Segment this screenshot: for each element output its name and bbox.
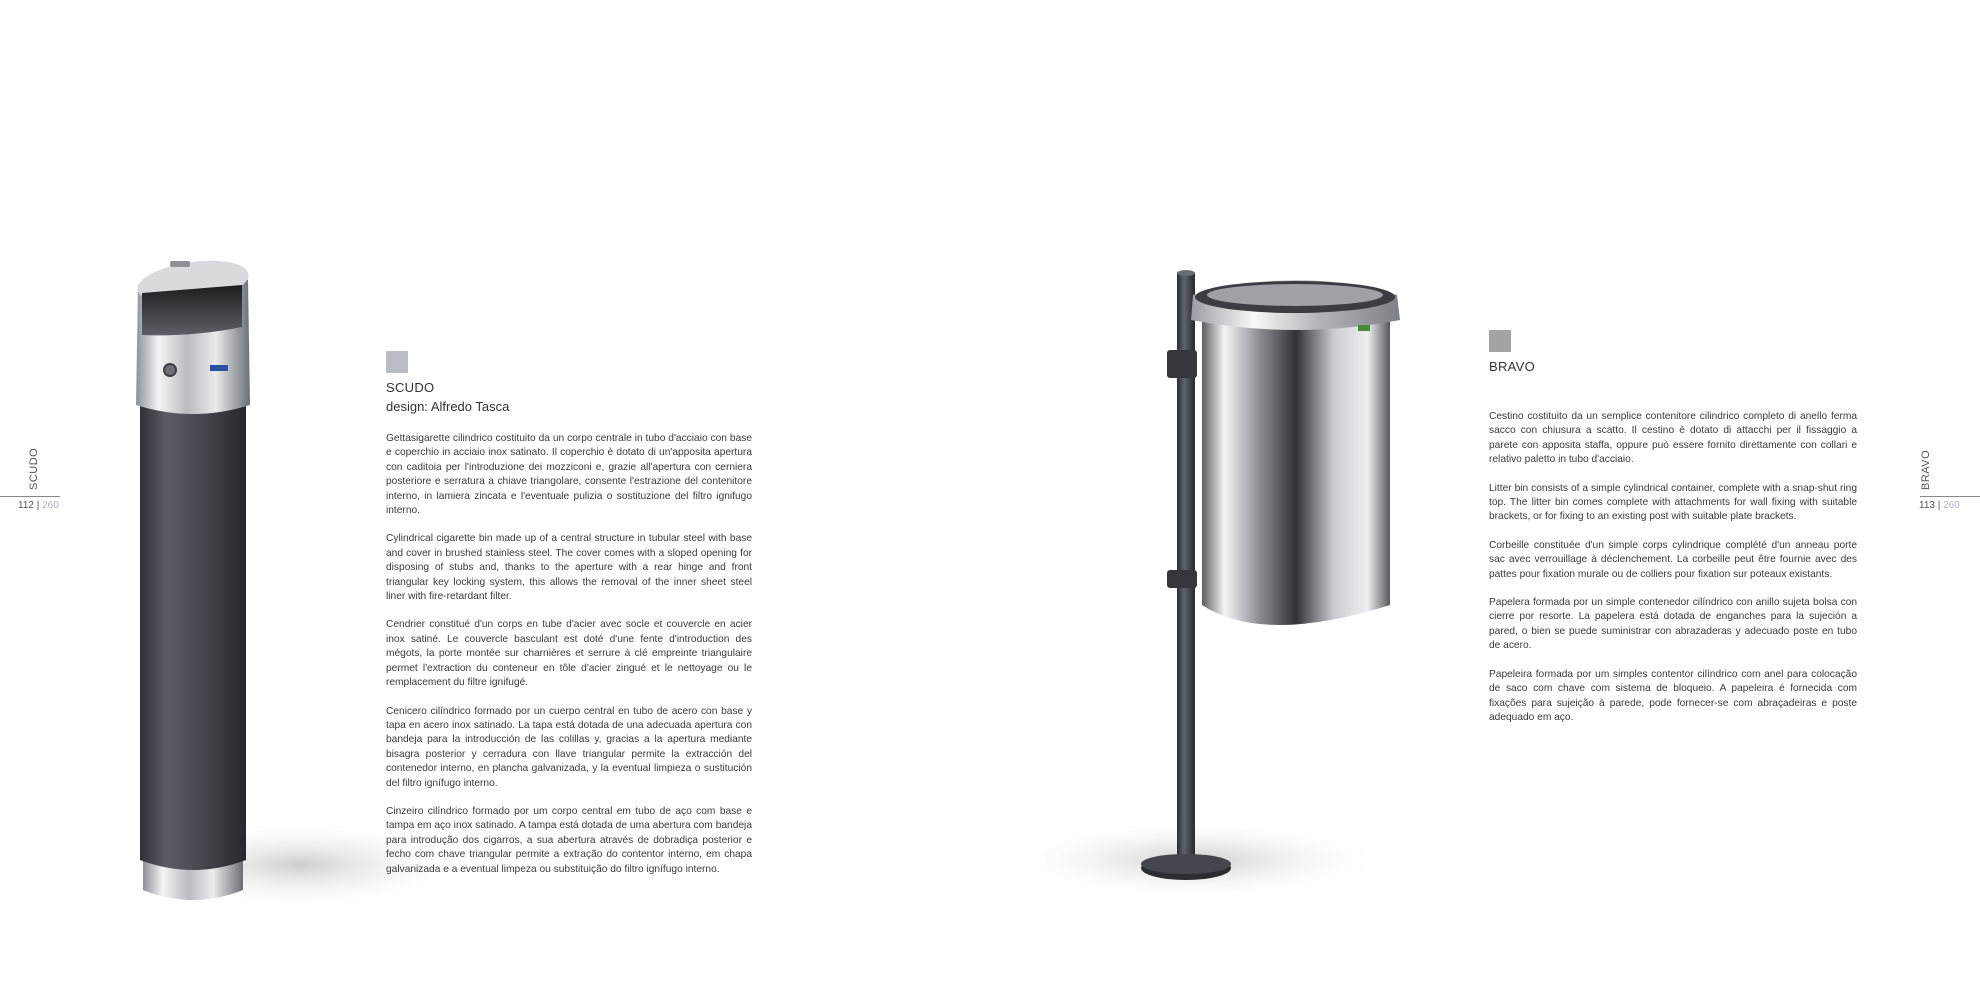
description-spanish: Papelera formada por un simple contenedor cilíndrico con anillo sujeta bolsa con cierre por resorte. La papelera está dotada de enganches para la sujeción a pared, o bien se puede suministrar con abrazaderas y adecuado poste en tubo de acero. (1489, 597, 1857, 652)
color-swatch (386, 351, 408, 373)
bravo-product-image (995, 265, 1415, 905)
side-tab-label: BRAVO (1920, 449, 1932, 490)
product-title: BRAVO (1489, 359, 1536, 374)
description-portuguese: Cinzeiro cilíndrico formado por um corpo central em tubo de aço com base e tampa em aço inox satinado. A tampa está dotada de uma abertura com bandeja para introdução dos cigarros, a sua abertura através de dobradiça posterior e fecho com chave triangular permite a extração do contentor interno, em chapa galvanizada e a eventual limpeza ou substituição do filtro ignífugo interno. (386, 805, 752, 875)
product-description (1489, 410, 1857, 739)
description-portuguese: Papeleira formada por um simples contentor cilíndrico com anel para colocação de saco com chave com sistema de bloqueio. A papeleira é fornecida com fixações para sujeição à parede, pode fornecer-se com abraçadeiras e poste adequado em aço. (1489, 668, 1857, 723)
description-italian: Cestino costituito da un semplice contenitore cilindrico completo di anello ferma sacco con chiusura a scatto. Il cestino è dotato di attacchi per il fissaggio a parete con apposita staffa, oppure può essere fornito direttamente con collari e relativo paletto in tubo d'acciaio. (1489, 411, 1857, 466)
color-swatch (1489, 330, 1511, 352)
page-number: 112 | 260 (18, 500, 59, 511)
product-description (386, 432, 752, 891)
page-number: 113 | 260 (1919, 500, 1960, 511)
description-french: Cendrier constitué d'un corps en tube d'acier avec socle et couvercle en acier inox satiné. Le couvercle basculant est doté d'une fente d'introduction des mégots, la porte montée sur charnières et serrure à clé empreinte triangulaire permet l'extraction du conteneur en tôle d'acier zingué et le nettoyage ou le remplacement du filtre ignifugé. (386, 619, 752, 689)
description-english: Litter bin consists of a simple cylindrical container, complete with a snap-shut ring top. The litter bin comes complete with attachments for wall fixing with suitable brackets, or for fixing to an existing post with suitable plate brackets. (1489, 482, 1857, 523)
description-french: Corbeille constituée d'un simple corps cylindrique complété d'un anneau porte sac avec verrouillage à déclenchement. La corbeille peut être fournie avec des pattes pour fixation murale ou de colliers pour fixation sur poteaux existants. (1489, 539, 1857, 580)
side-tab-label: SCUDO (28, 447, 40, 490)
right-page (990, 0, 1980, 990)
product-title: SCUDO (386, 380, 435, 395)
side-tab-rule (0, 496, 60, 497)
description-italian: Gettasigarette cilindrico costituito da un corpo centrale in tubo d'acciaio con base e coperchio in acciaio inox satinato. Il coperchio è dotato di un'apposita apertura con caditoia per l'introduzione dei mozziconi e, grazie all'apertura con cerniera posteriore e serratura a chiave triangolare, consente l'estrazione del contenitore interno, in lamiera zincata e l'eventuale pulizia o sostituzione del filtro ignifugo interno. (386, 433, 752, 517)
designer-credit: design: Alfredo Tasca (386, 399, 510, 414)
side-tab-rule (1920, 496, 1980, 497)
description-spanish: Cenicero cilíndrico formado por un cuerpo central en tubo de acero con base y tapa en acero inox satinado. La tapa está dotada de una adecuada apertura con bandeja para la introducción de las colillas y, gracias a la apertura mediante bisagra posterior y cerradura con llave triangular permite la extracción del contenedor interno, en plancha galvanizada, y la eventual limpieza o sustitución del filtro ignífugo interno. (386, 705, 752, 789)
description-english: Cylindrical cigarette bin made up of a central structure in tubular steel with base and cover in brushed stainless steel. The cover comes with a sloped opening for disposing of stubs and, thanks to the aperture with a rear hinge and front triangular key locking system, this allows the removal of the inner sheet steel liner with fire-retardant filter. (386, 533, 752, 603)
